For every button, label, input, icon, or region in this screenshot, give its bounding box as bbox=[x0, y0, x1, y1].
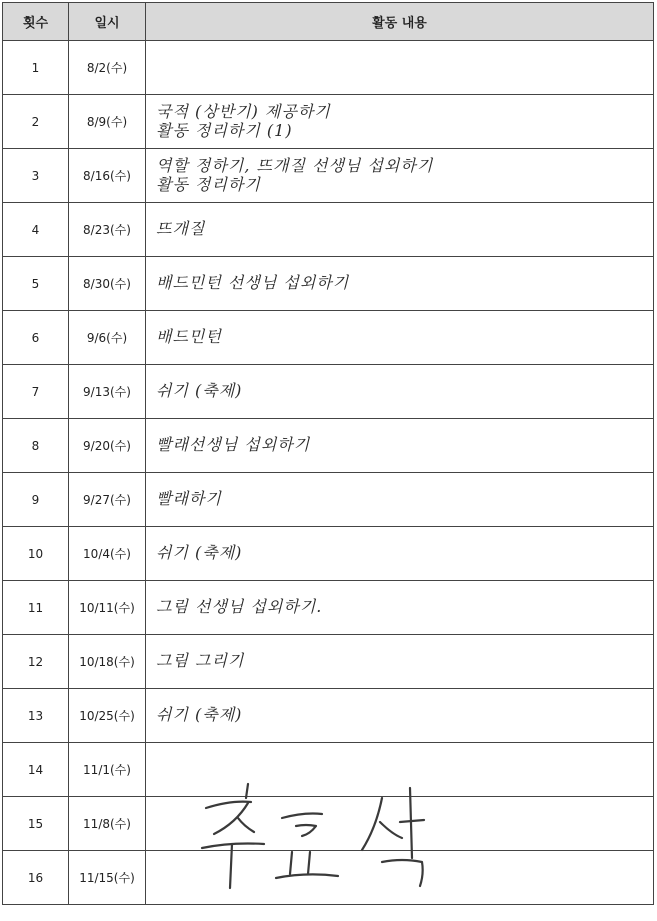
row-count: 5 bbox=[3, 257, 69, 311]
table-row bbox=[3, 203, 654, 257]
header-date: 일시 bbox=[69, 3, 146, 41]
table-row bbox=[3, 581, 654, 635]
handwritten-activity-text: 활동 정리하기 bbox=[156, 175, 261, 194]
row-date: 8/23(수) bbox=[69, 203, 146, 257]
row-date: 9/27(수) bbox=[69, 473, 146, 527]
row-count: 2 bbox=[3, 95, 69, 149]
table-row bbox=[3, 257, 654, 311]
row-count: 4 bbox=[3, 203, 69, 257]
handwritten-activity-text: 배드민턴 bbox=[156, 327, 222, 346]
row-date: 8/9(수) bbox=[69, 95, 146, 149]
handwritten-activity-text: 쉬기 (축제) bbox=[156, 705, 243, 724]
handwritten-signature bbox=[196, 778, 446, 898]
row-count: 8 bbox=[3, 419, 69, 473]
table-row bbox=[3, 311, 654, 365]
handwritten-activity-text: 빨래선생님 섭외하기 bbox=[156, 435, 311, 454]
activity-log-table bbox=[2, 2, 654, 905]
row-date: 9/13(수) bbox=[69, 365, 146, 419]
row-activity bbox=[146, 635, 654, 689]
table-header-row bbox=[3, 3, 654, 41]
row-activity bbox=[146, 365, 654, 419]
row-activity bbox=[146, 581, 654, 635]
row-date: 11/1(수) bbox=[69, 743, 146, 797]
row-count: 14 bbox=[3, 743, 69, 797]
signature-stroke bbox=[382, 860, 423, 886]
row-count: 10 bbox=[3, 527, 69, 581]
header-count: 횟수 bbox=[3, 3, 69, 41]
table-row bbox=[3, 635, 654, 689]
handwritten-activity-text: 그림 그리기 bbox=[156, 651, 245, 670]
row-count: 7 bbox=[3, 365, 69, 419]
row-count: 12 bbox=[3, 635, 69, 689]
row-activity bbox=[146, 203, 654, 257]
signature-stroke bbox=[214, 803, 248, 834]
signature-stroke bbox=[290, 852, 292, 874]
row-activity bbox=[146, 527, 654, 581]
row-activity bbox=[146, 95, 654, 149]
row-date: 10/25(수) bbox=[69, 689, 146, 743]
row-date: 11/8(수) bbox=[69, 797, 146, 851]
row-count: 9 bbox=[3, 473, 69, 527]
row-date: 9/20(수) bbox=[69, 419, 146, 473]
handwritten-activity-text: 뜨개질 bbox=[156, 219, 206, 238]
table-row bbox=[3, 365, 654, 419]
row-activity bbox=[146, 149, 654, 203]
signature-stroke bbox=[296, 825, 316, 836]
signature-stroke bbox=[246, 784, 248, 798]
row-activity bbox=[146, 473, 654, 527]
row-date: 8/2(수) bbox=[69, 41, 146, 95]
row-count: 6 bbox=[3, 311, 69, 365]
signature-stroke bbox=[362, 798, 382, 850]
row-date: 10/18(수) bbox=[69, 635, 146, 689]
row-date: 8/16(수) bbox=[69, 149, 146, 203]
handwritten-activity-text: 활동 정리하기 (1) bbox=[156, 121, 293, 140]
handwritten-activity-text: 배드민턴 선생님 섭외하기 bbox=[156, 273, 350, 292]
table-row bbox=[3, 149, 654, 203]
handwritten-activity-text: 빨래하기 bbox=[156, 489, 222, 508]
row-date: 9/6(수) bbox=[69, 311, 146, 365]
table-row bbox=[3, 41, 654, 95]
row-count: 1 bbox=[3, 41, 69, 95]
signature-stroke bbox=[400, 820, 424, 822]
header-activity: 활동 내용 bbox=[146, 3, 654, 41]
signature-stroke bbox=[282, 814, 322, 819]
table-row bbox=[3, 473, 654, 527]
table-row bbox=[3, 527, 654, 581]
signature-stroke bbox=[380, 822, 402, 838]
table-row bbox=[3, 419, 654, 473]
signature-stroke bbox=[230, 844, 232, 888]
signature-stroke bbox=[308, 852, 310, 874]
row-count: 16 bbox=[3, 851, 69, 905]
row-count: 3 bbox=[3, 149, 69, 203]
table-row bbox=[3, 689, 654, 743]
handwritten-activity-text: 쉬기 (축제) bbox=[156, 543, 243, 562]
signature-stroke bbox=[410, 788, 412, 858]
signature-stroke bbox=[276, 874, 338, 878]
row-activity bbox=[146, 257, 654, 311]
row-count: 11 bbox=[3, 581, 69, 635]
handwritten-activity-text: 쉬기 (축제) bbox=[156, 381, 243, 400]
handwritten-activity-text: 그림 선생님 섭외하기. bbox=[156, 597, 323, 616]
row-activity bbox=[146, 419, 654, 473]
handwritten-activity-text: 역할 정하기, 뜨개질 선생님 섭외하기 bbox=[156, 156, 434, 175]
row-date: 8/30(수) bbox=[69, 257, 146, 311]
row-date: 10/4(수) bbox=[69, 527, 146, 581]
row-activity bbox=[146, 41, 654, 95]
row-date: 10/11(수) bbox=[69, 581, 146, 635]
table-row bbox=[3, 95, 654, 149]
row-count: 13 bbox=[3, 689, 69, 743]
row-count: 15 bbox=[3, 797, 69, 851]
row-date: 11/15(수) bbox=[69, 851, 146, 905]
row-activity bbox=[146, 689, 654, 743]
signature-stroke bbox=[238, 818, 254, 832]
row-activity bbox=[146, 311, 654, 365]
handwritten-activity-text: 국적 (상반기) 제공하기 bbox=[156, 102, 331, 121]
